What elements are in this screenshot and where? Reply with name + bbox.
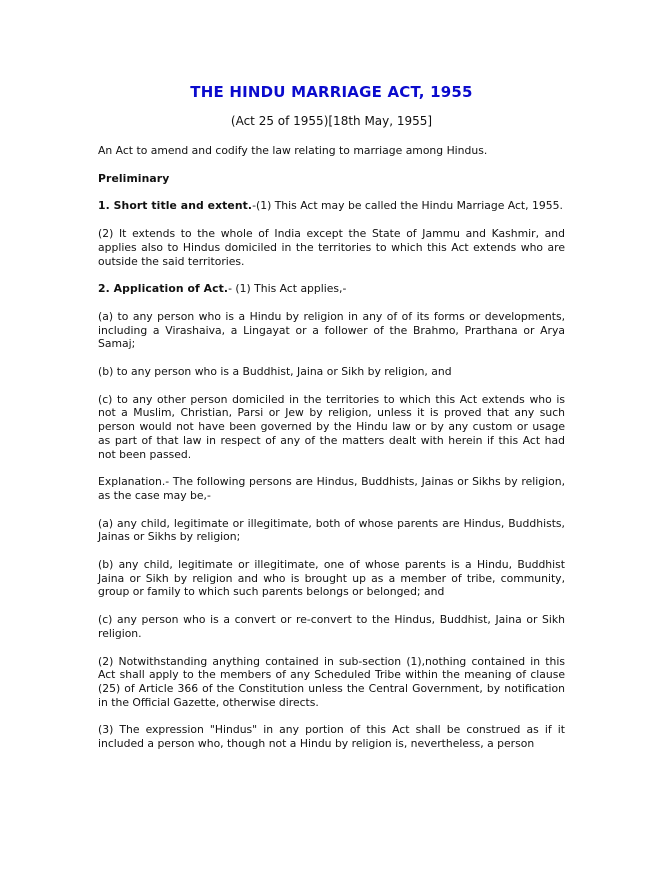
paragraph-text: - (1) This Act applies,-: [228, 282, 347, 296]
paragraph-lead: 1. Short title and extent.: [98, 199, 253, 213]
paragraph: [98, 393, 565, 462]
paragraph-text: (c) any person who is a convert or re-convert to the Hindus, Buddhist, Jaina or Sikh religion.: [98, 613, 565, 640]
paragraph-text: -(1) This Act may be called the Hindu Marriage Act, 1955.: [252, 199, 563, 213]
paragraph-lead: 2. Application of Act.: [98, 282, 229, 296]
paragraph-text: (2) It extends to the whole of India except the State of Jammu and Kashmir, and applies also to Hindus domiciled in the territories to which this Act extends who are outside the said territories.: [98, 227, 565, 268]
paragraph-text: (b) any child, legitimate or illegitimate, one of whose parents is a Hindu, Buddhist Jaina or Sikh by religion and who is brought up as a member of tribe, community, group or family to which such parents belongs or belonged; and: [98, 558, 565, 599]
paragraph: [98, 613, 565, 640]
paragraph: [98, 475, 565, 502]
paragraph-text: (c) to any other person domiciled in the territories to which this Act extends who is not a Muslim, Christian, Parsi or Jew by religion, unless it is proved that any such person would not have been governed by the Hindu law or by any custom or usage as part of that law in respect of any of the matters dealt with herein if this Act had not been passed.: [98, 392, 565, 461]
paragraph-text: An Act to amend and codify the law relating to marriage among Hindus.: [98, 144, 488, 157]
paragraph-text: Explanation.- The following persons are Hindus, Buddhists, Jainas or Sikhs by religion, as the case may be,-: [98, 475, 565, 502]
paragraph-text: (a) any child, legitimate or illegitimate, both of whose parents are Hindus, Buddhists, Jainas or Sikhs by religion;: [98, 516, 565, 544]
paragraph: [98, 517, 565, 544]
paragraph: [98, 655, 565, 710]
paragraph: [98, 365, 565, 379]
paragraph: [98, 227, 565, 268]
paragraph-lead: Preliminary: [98, 171, 170, 185]
paragraph: [98, 310, 565, 351]
paragraph-text: (3) The expression "Hindus" in any portion of this Act shall be construed as if it included a person who, though not a Hindu by religion is, nevertheless, a person: [98, 723, 565, 751]
paragraph: [98, 723, 565, 750]
paragraph: [98, 144, 565, 158]
paragraph-text: (a) to any person who is a Hindu by religion in any of of its forms or developments, including a Virashaiva, a Lingayat or a follower of the Brahmo, Prarthana or Arya Samaj;: [98, 309, 565, 351]
section-heading: [98, 172, 565, 186]
paragraph-text: (2) Notwithstanding anything contained in sub-section (1),nothing contained in this Act shall apply to the members of any Scheduled Tribe within the meaning of clause (25) of Article 366 of the Constitution unless the Central Government, by notification in the Official Gazette, otherwise directs.: [98, 654, 565, 709]
paragraph: [98, 199, 565, 213]
paragraph: [98, 282, 565, 296]
paragraph-text: (b) to any person who is a Buddhist, Jaina or Sikh by religion, and: [98, 365, 452, 379]
page-title: THE HINDU MARRIAGE ACT, 1955: [190, 83, 473, 101]
page-subtitle: (Act 25 of 1955)[18th May, 1955]: [230, 114, 433, 128]
paragraph: [98, 558, 565, 599]
document-body: [98, 144, 565, 751]
